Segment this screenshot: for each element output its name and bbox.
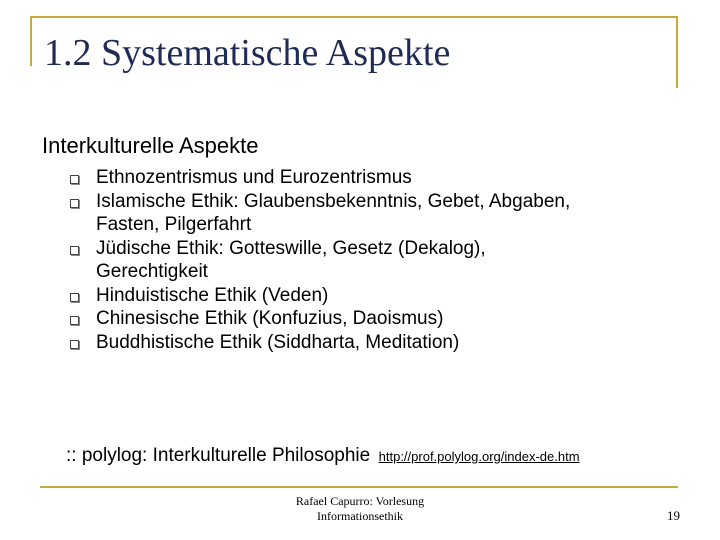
bullet-text-continuation: Fasten, Pilgerfahrt — [96, 214, 252, 235]
bullet-item — [68, 307, 668, 331]
footer-line-2: Informationsethik — [317, 509, 403, 523]
square-bullet-icon — [70, 316, 79, 325]
square-bullet-icon — [70, 199, 79, 208]
frame-top-line — [30, 16, 678, 18]
bullet-text-continuation: Gerechtigkeit — [96, 261, 208, 282]
square-bullet-icon — [70, 340, 79, 349]
bullet-list — [68, 166, 668, 354]
square-bullet-icon — [70, 246, 79, 255]
reference-text: :: polylog: Interkulturelle Philosophie — [66, 445, 371, 466]
bullet-item — [68, 190, 668, 237]
bullet-text: Hinduistische Ethik (Veden) — [96, 284, 329, 306]
frame-left-line — [30, 16, 32, 66]
bullet-text: Buddhistische Ethik (Siddharta, Meditation) — [96, 331, 460, 353]
reference-line — [66, 443, 580, 470]
reference-link[interactable]: http://prof.polylog.org/index-de.htm — [378, 449, 580, 464]
bullet-item — [68, 166, 668, 190]
footer-rule — [40, 486, 678, 488]
bullet-text: Ethnozentrismus und Eurozentrismus — [96, 167, 412, 188]
square-bullet-icon — [70, 293, 79, 302]
bullet-item — [68, 237, 668, 284]
footer-line-1: Rafael Capurro: Vorlesung — [295, 494, 425, 508]
frame-right-line — [676, 16, 678, 88]
slide-title: 1.2 Systematische Aspekte — [44, 32, 451, 74]
section-heading: Interkulturelle Aspekte — [42, 133, 259, 158]
square-bullet-icon — [70, 175, 79, 184]
bullet-text: Chinesische Ethik (Konfuzius, Daoismus) — [96, 308, 444, 329]
bullet-item — [68, 284, 668, 308]
page-number: 19 — [667, 508, 680, 523]
bullet-text: Islamische Ethik: Glaubensbekenntnis, Gebet, Abgaben, — [96, 190, 571, 212]
bullet-text: Jüdische Ethik: Gotteswille, Gesetz (Dekalog), — [96, 237, 486, 259]
footer-author — [260, 494, 460, 524]
bullet-item — [68, 331, 668, 355]
